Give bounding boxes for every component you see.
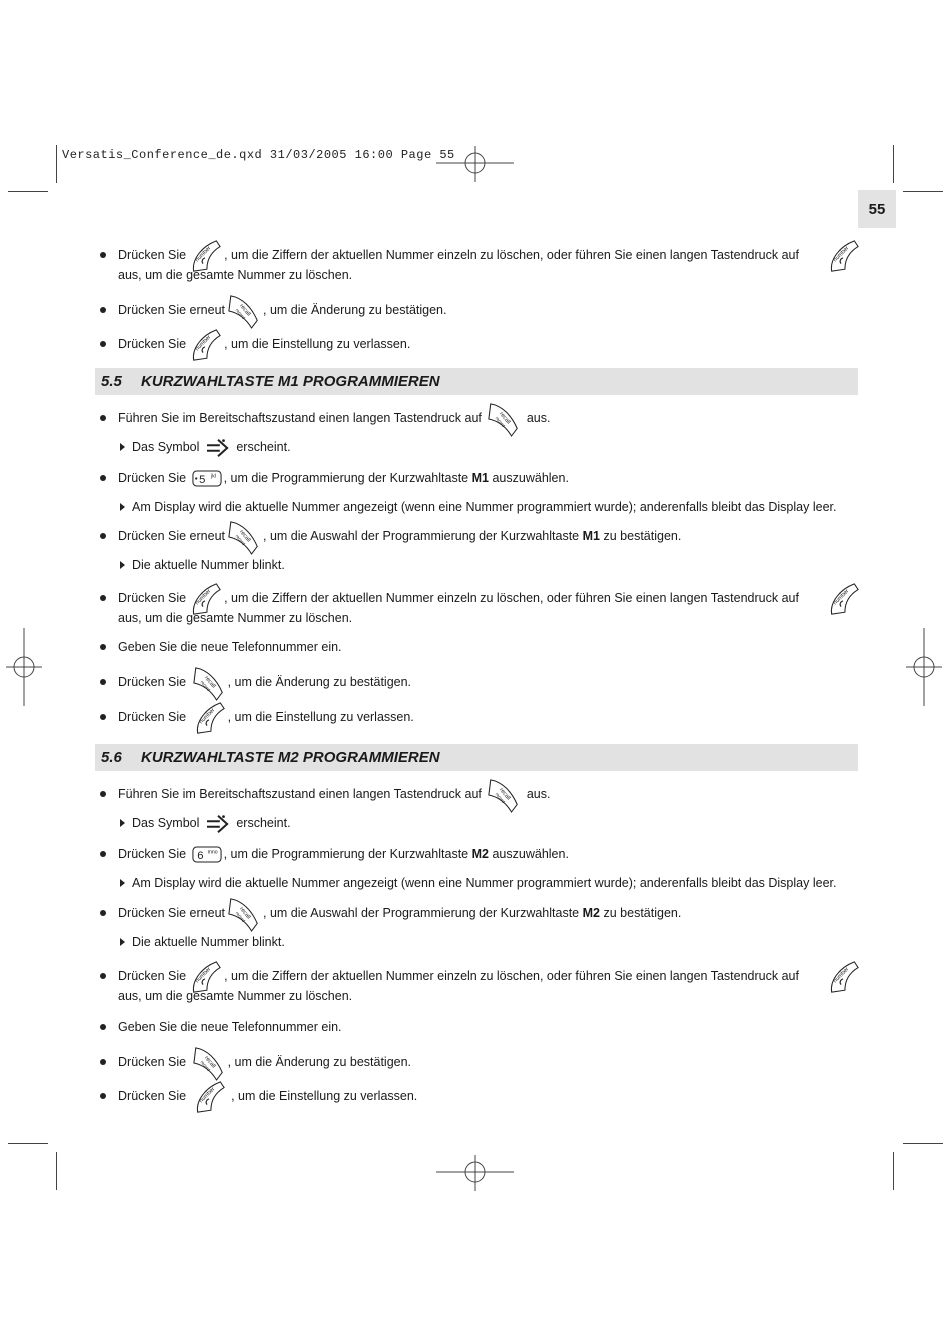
list-item: Drücken Sie , um die Programmierung der Kurzwahltaste M1 auszuwählen.	[100, 468, 860, 488]
file-slug: Versatis_Conference_de.qxd 31/03/2005 16:00 Page 55	[62, 148, 455, 162]
sub-item: Die aktuelle Nummer blinkt.	[100, 932, 860, 952]
list-item: Drücken Sie , um die Programmierung der Kurzwahltaste M2 auszuwählen.	[100, 844, 860, 864]
recall-key-icon	[192, 1044, 226, 1082]
number-key-icon	[826, 960, 860, 994]
page-number: 55	[858, 190, 896, 228]
registration-mark-top	[436, 144, 516, 184]
list-item: Drücken Sie , um die Ziffern der aktuellen Nummer einzeln zu löschen, oder führen Sie einen langen Tastendruck auf aus, um die gesamte Nummer zu löschen.	[100, 966, 860, 1006]
list-item: Drücken Sie , um die Einstellung zu verlassen.	[100, 334, 860, 354]
number-key-icon	[826, 582, 860, 616]
crop-mark	[893, 145, 894, 183]
list-item: Drücken Sie , um die Änderung zu bestätigen.	[100, 1052, 860, 1072]
registration-mark-right	[904, 628, 944, 708]
recall-key-icon	[227, 518, 261, 556]
sub-item: Das Symbol erscheint.	[100, 813, 860, 833]
crop-mark	[8, 191, 48, 192]
number-key-icon	[826, 239, 860, 273]
recall-key-icon	[227, 292, 261, 330]
crop-mark	[56, 1152, 57, 1190]
list-item: Drücken Sie , um die Änderung zu bestätigen.	[100, 672, 860, 692]
sub-item: Am Display wird die aktuelle Nummer angezeigt (wenn eine Nummer programmiert wurde); anderenfalls bleibt das Display leer.	[100, 873, 870, 893]
recall-key-icon	[227, 895, 261, 933]
registration-mark-bottom	[436, 1153, 516, 1193]
list-item: Führen Sie im Bereitschaftszustand einen langen Tastendruck auf aus.	[100, 784, 860, 804]
section-heading-5-5: 5.5 KURZWAHLTASTE M1 PROGRAMMIEREN	[95, 368, 858, 395]
list-item: Drücken Sie erneut , um die Änderung zu bestätigen.	[100, 300, 860, 320]
list-item: Drücken Sie , um die Einstellung zu verlassen.	[100, 707, 860, 727]
recall-key-icon	[487, 776, 521, 814]
number-key-icon	[188, 328, 222, 362]
list-item: Drücken Sie , um die Ziffern der aktuellen Nummer einzeln zu löschen, oder führen Sie einen langen Tastendruck auf aus, um die gesamte Nummer zu löschen.	[100, 245, 860, 285]
recall-key-icon	[487, 400, 521, 438]
crop-mark	[893, 1152, 894, 1190]
arrow-symbol-icon	[205, 437, 231, 459]
number-key-icon	[192, 701, 226, 735]
list-item: Drücken Sie erneut , um die Auswahl der Programmierung der Kurzwahltaste M2 zu bestätigen.	[100, 903, 860, 923]
crop-mark	[56, 145, 57, 183]
sub-item: Am Display wird die aktuelle Nummer angezeigt (wenn eine Nummer programmiert wurde); anderenfalls bleibt das Display leer.	[100, 497, 870, 517]
list-item: Drücken Sie erneut , um die Auswahl der Programmierung der Kurzwahltaste M1 zu bestätigen.	[100, 526, 860, 546]
crop-mark	[903, 191, 943, 192]
sub-item: Das Symbol erscheint.	[100, 437, 860, 457]
list-item: Geben Sie die neue Telefonnummer ein.	[100, 1017, 860, 1037]
recall-key-icon	[192, 664, 226, 702]
list-item: Geben Sie die neue Telefonnummer ein.	[100, 637, 860, 657]
crop-mark	[903, 1143, 943, 1144]
list-item: Drücken Sie , um die Ziffern der aktuellen Nummer einzeln zu löschen, oder führen Sie einen langen Tastendruck auf aus, um die gesamte Nummer zu löschen.	[100, 588, 860, 628]
list-item: Führen Sie im Bereitschaftszustand einen langen Tastendruck auf aus.	[100, 408, 860, 428]
key-5-jkl-icon	[192, 470, 222, 487]
sub-item: Die aktuelle Nummer blinkt.	[100, 555, 860, 575]
list-item: Drücken Sie , um die Einstellung zu verlassen.	[100, 1086, 860, 1106]
key-6-mno-icon	[192, 846, 222, 863]
number-key-icon	[192, 1080, 226, 1114]
registration-mark-left	[4, 628, 44, 708]
arrow-symbol-icon	[205, 813, 231, 835]
crop-mark	[8, 1143, 48, 1144]
section-heading-5-6: 5.6 KURZWAHLTASTE M2 PROGRAMMIEREN	[95, 744, 858, 771]
